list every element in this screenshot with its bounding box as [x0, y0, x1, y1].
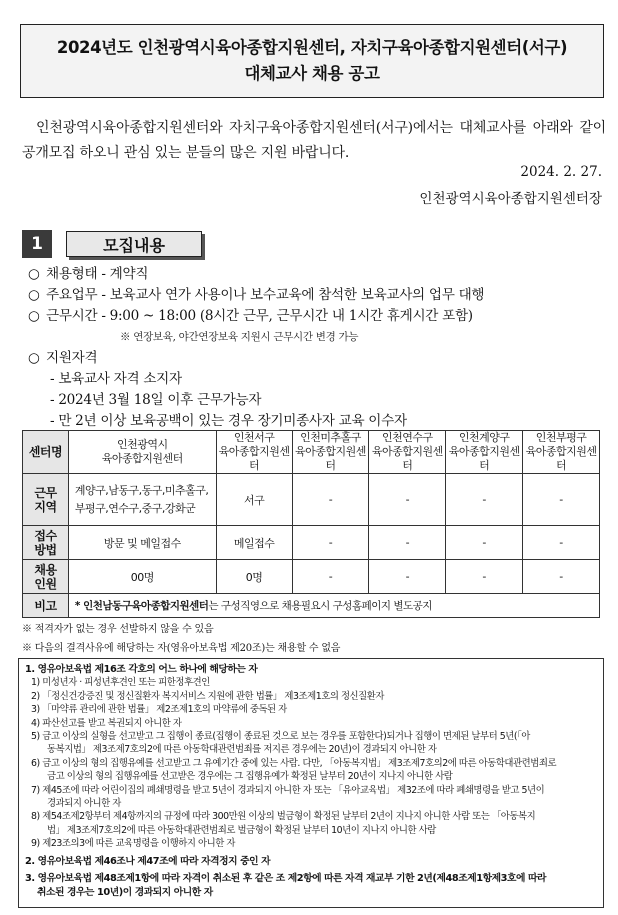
cell-apply-seogu: 메일접수: [216, 526, 292, 560]
item-employment-type: [28, 264, 608, 285]
dq-item: 4) 파산선고를 받고 복권되지 아니한 자: [31, 717, 182, 729]
work-hours-note: ※ 연장보육, 야간연장보육 지원시 근무시간 변경 가능: [120, 331, 359, 343]
dq-item: 1) 미성년자 · 피성년후견인 또는 피한정후견인: [31, 677, 210, 689]
label-remark: 비고: [23, 594, 69, 618]
dq-item: 2) 「정신건강증진 및 정신질환자 복지서비스 지원에 관한 법률」 제3조제1호의 정신질환자: [31, 690, 384, 702]
dq-heading-1: 1. 영유아보육법 제16조 각호의 어느 하나에 해당하는 자: [25, 664, 258, 675]
center-name-cell: 인천미추홀구 육아종합지원센터: [292, 431, 369, 474]
dq-item: 7) 제45조에 따라 어린이집의 폐쇄명령을 받고 5년이 경과되지 아니한 자 또는 「유아교육법」 제32조에 따라 폐쇄명령을 받고 5년이: [31, 784, 545, 796]
cell-empty: -: [523, 526, 600, 560]
dq-item: 3) 「마약류 관리에 관한 법률」 제2조제1호의 마약류에 중독된 자: [31, 704, 287, 716]
section-title: 모집내용: [66, 231, 202, 257]
qualification-line: - 보육교사 자격 소지자: [50, 371, 182, 387]
table-header-row: [23, 431, 600, 474]
cell-empty: -: [369, 526, 446, 560]
qualification-line: - 2024년 3월 18일 이후 근무가능자: [50, 392, 262, 408]
header-center-name: 센터명: [23, 431, 69, 474]
cell-empty: -: [292, 526, 369, 560]
remark-bold: * 인천남동구육아종합지원센터: [74, 599, 209, 612]
center-name-cell: 인천계양구 육아종합지원센터: [446, 431, 523, 474]
dq-item: 6) 금고 이상의 형의 집행유예를 선고받고 그 유예기간 중에 있는 사람. 다만, 「아동복지법」 제3조제7호의2에 따른 아동학대관련범죄로: [31, 757, 557, 769]
label-work-area: 근무 지역: [23, 474, 69, 526]
remark-text: 는 구성직영으로 채용필요시 구성홈페이지 별도공지: [208, 599, 432, 612]
table-row-hire: [23, 560, 600, 594]
cell-empty: -: [292, 560, 369, 594]
disqualification-box: [18, 658, 604, 908]
cell-area-incheon: 계양구,남동구,동구,미추홀구, 부평구,연수구,중구,강화군: [68, 474, 216, 526]
cell-empty: -: [446, 526, 523, 560]
note-line: ※ 다음의 결격사유에 해당하는 자(영유아보육법 제20조)는 채용할 수 없음: [22, 643, 341, 654]
bullet-circle: ○: [28, 266, 40, 282]
intro: [22, 116, 606, 166]
announcing-org: 인천광역시육아종합지원센터장: [419, 191, 602, 207]
announcement-date: 2024. 2. 27.: [520, 164, 602, 180]
title-box: [20, 24, 604, 98]
cell-empty: -: [369, 474, 446, 526]
intro-text: 인천광역시육아종합지원센터와 자치구육아종합지원센터(서구)에서는 대체교사를 아래와 같이 공개모집 하오니 관심 있는 분들의 많은 지원 바랍니다.: [22, 120, 606, 161]
title-line-2: 대체교사 채용 공고: [244, 64, 380, 83]
bullet-circle: ○: [28, 350, 40, 366]
dq-heading-2: 2. 영유아보육법 제46조나 제47조에 따라 자격정지 중인 자: [25, 855, 271, 867]
dq-item-cont: 금고 이상의 형의 집행유예를 선고받은 경우에는 그 집행유예가 확정된 날부터 20년이 지나지 아니한 사람: [47, 771, 453, 783]
recruitment-items: [28, 264, 608, 432]
center-name-cell: 인천광역시 육아종합지원센터: [68, 431, 216, 474]
item-work-hours: [28, 306, 608, 327]
item-qualifications: [28, 348, 608, 369]
dq-item: 9) 제23조의3에 따른 교육명령을 이행하지 아니한 자: [31, 838, 235, 850]
table-row-apply: [23, 526, 600, 560]
center-name-cell: 인천부평구 육아종합지원센터: [523, 431, 600, 474]
cell-empty: -: [523, 560, 600, 594]
qualification-line: - 만 2년 이상 보육공백이 있는 경우 장기미종사자 교육 이수자: [50, 413, 407, 429]
cell-remark: [68, 594, 599, 618]
item-text: 주요업무 - 보육교사 연가 사용이나 보수교육에 참석한 보육교사의 업무 대행: [46, 287, 485, 303]
table-row-remark: [23, 594, 600, 618]
label-apply-method: 접수 방법: [23, 526, 69, 560]
item-text: 근무시간 - 9:00 ~ 18:00 (8시간 근무, 근무시간 내 1시간 휴게시간 포함): [46, 308, 473, 324]
bullet-circle: ○: [28, 308, 40, 324]
cell-empty: -: [292, 474, 369, 526]
cell-empty: -: [369, 560, 446, 594]
dq-item-cont: 동복지법」 제3조제7호의2에 따른 아동학대관련범죄를 저지른 경우에는 20년)이 경과되지 아니한 자: [47, 744, 437, 756]
title-line-1: 2024년도 인천광역시육아종합지원센터, 자치구육아종합지원센터(서구): [56, 38, 568, 57]
table-row-area: [23, 474, 600, 526]
dq-item-cont: 법」 제3조제7호의2에 따른 아동학대관련범죄로 벌금형이 확정된 날부터 10년이 지나지 아니한 사람: [47, 824, 436, 836]
item-main-duty: [28, 285, 608, 306]
cell-hire-incheon: 00명: [68, 560, 216, 594]
center-table: [22, 430, 600, 618]
cell-area-seogu: 서구: [216, 474, 292, 526]
note-line: ※ 적격자가 없는 경우 선발하지 않을 수 있음: [22, 624, 214, 635]
dq-item-cont: 경과되지 아니한 자: [47, 798, 121, 810]
dq-item: 5) 금고 이상의 실형을 선고받고 그 집행이 종료(집행이 종료된 것으로 보는 경우를 포함한다)되거나 집행이 면제된 날부터 5년(「아: [31, 731, 530, 743]
center-name-cell: 인천서구 육아종합지원센터: [216, 431, 292, 474]
section-1-header: [22, 230, 202, 258]
label-hire-count: 채용 인원: [23, 560, 69, 594]
item-text: 지원자격: [46, 350, 98, 366]
cell-hire-seogu: 0명: [216, 560, 292, 594]
cell-empty: -: [446, 560, 523, 594]
dq-heading-3: 3. 영유아보육법 제48조제1항에 따라 자격이 취소된 후 같은 조 제2항에 따른 자격 재교부 기한 2년(제48조제1항제3호에 따라: [25, 873, 546, 885]
cell-apply-incheon: 방문 및 메일접수: [68, 526, 216, 560]
cell-empty: -: [446, 474, 523, 526]
bullet-circle: ○: [28, 287, 40, 303]
center-name-cell: 인천연수구 육아종합지원센터: [369, 431, 446, 474]
section-number: 1: [22, 230, 52, 258]
item-text: 채용형태 - 계약직: [46, 266, 149, 282]
notes: [22, 620, 340, 658]
dq-item: 8) 제54조제2항부터 제4항까지의 규정에 따라 300만원 이상의 벌금형이 확정된 날부터 2년이 지나지 아니한 사람 또는 「아동복지: [31, 811, 536, 823]
dq-heading-3-cont: 취소된 경우는 10년)이 경과되지 아니한 자: [37, 886, 213, 898]
cell-empty: -: [523, 474, 600, 526]
